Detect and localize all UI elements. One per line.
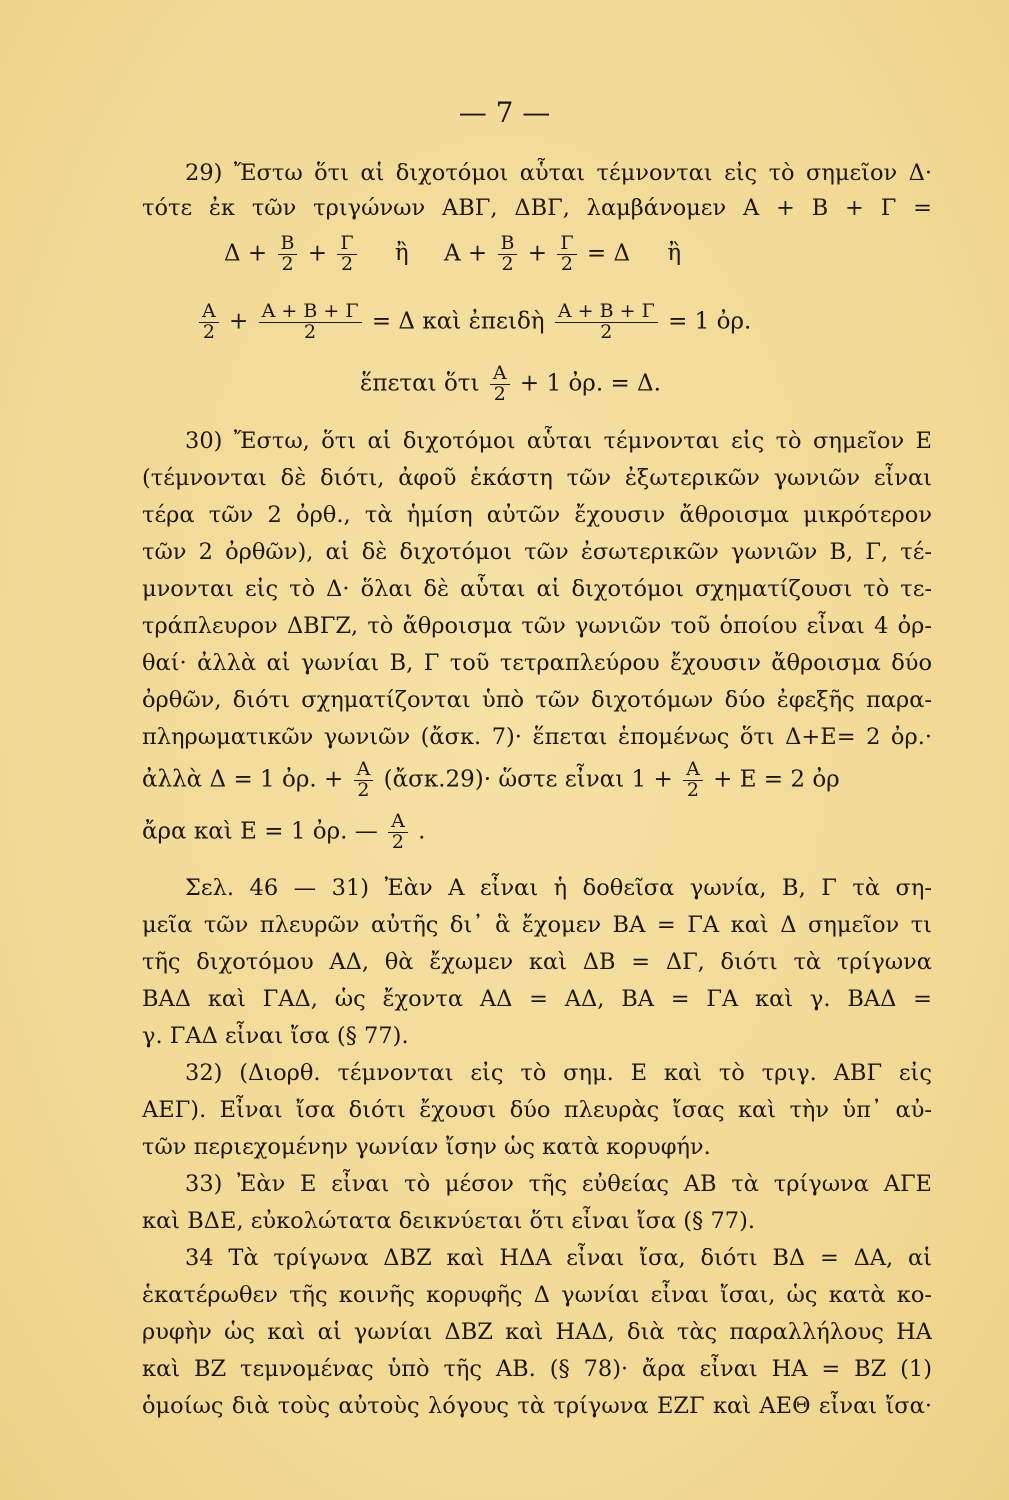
equation-4 xyxy=(142,760,840,801)
eq2-middle: = Δ καὶ ἐπειδὴ xyxy=(371,308,545,335)
exercise-30-line-7: θαί· ἀλλὰ αἱ γωνίαι Β, Γ τοῦ τετραπλεύρου ἔχουσιν ἄθροισμα δύο xyxy=(142,650,932,676)
exercise-34-line-2: ἑκατέρωθεν τῆς κοινῆς κορυφῆς Δ γωνίαι εἶναι ἴσαι, ὡς κατὰ κο- xyxy=(142,1282,932,1308)
eq1-term: Α + xyxy=(443,240,488,267)
eq2-frac-den: 2 xyxy=(304,320,317,343)
eq1-or: ἢ xyxy=(667,240,682,267)
eq4-part: ἀλλὰ Δ = 1 ὀρ. + xyxy=(142,766,344,793)
exercise-30-line-5: μνονται εἰς τὸ Δ· ὅλαι δὲ αὗται αἱ διχοτόμοι σχηματίζουσι τὸ τε- xyxy=(142,576,932,602)
eq3-frac-num: Α xyxy=(490,364,510,385)
eq2-plus: + xyxy=(229,308,249,335)
equation-5 xyxy=(142,812,425,853)
exercise-31-line-2: μεῖα τῶν πλευρῶν αὐτῆς δι᾽ ἃ ἔχομεν ΒΑ = ΓΑ καὶ Δ σημεῖον τι xyxy=(142,912,932,938)
exercise-30-line-4: τῶν 2 ὀρθῶν), αἱ δὲ διχοτόμοι τῶν ἐσωτερικῶν γωνιῶν Β, Γ, τέ- xyxy=(142,539,932,565)
eq5-frac-den: 2 xyxy=(391,830,404,853)
exercise-29-line-2: τότε ἐκ τῶν τριγώνων ΑΒΓ, ΔΒΓ, λαμβάνομεν Α + Β + Γ = xyxy=(142,195,932,221)
eq2-frac-den: 2 xyxy=(202,320,215,343)
exercise-31-line-3: τῆς διχοτόμου ΑΔ, θὰ ἔχωμεν καὶ ΔΒ = ΔΓ, διότι τὰ τρίγωνα xyxy=(142,949,932,975)
exercise-34-line-4: καὶ ΒΖ τεμνομένας ὑπὸ τῆς ΑΒ. (§ 78)· ἄρα εἶναι ΗΑ = ΒΖ (1) xyxy=(142,1356,932,1382)
exercise-34-line-5: ὁμοίως διὰ τοὺς αὐτοὺς λόγους τὰ τρίγωνα ΕΖΓ καὶ ΑΕΘ εἶναι ἴσα· xyxy=(142,1393,932,1419)
eq5-part: ἄρα καὶ Ε = 1 ὀρ. — xyxy=(142,818,378,845)
eq2-result: = 1 ὀρ. xyxy=(668,308,752,335)
exercise-32-line-3: τῶν περιεχομένην γωνίαν ἴσην ὡς κατὰ κορυφήν. xyxy=(142,1134,711,1160)
eq2-frac-num: Α + Β + Γ xyxy=(259,302,362,323)
exercise-32-line-1: 32) (Διορθ. τέμνονται εἰς τὸ σημ. Ε καὶ τὸ τριγ. ΑΒΓ εἰς xyxy=(185,1060,932,1086)
eq1-frac-num: Γ xyxy=(557,234,576,255)
eq1-frac-num: Γ xyxy=(337,234,356,255)
eq2-frac-den: 2 xyxy=(600,320,613,343)
eq4-frac-den: 2 xyxy=(357,778,370,801)
eq1-frac-den: 2 xyxy=(501,252,514,275)
exercise-31-line-5: γ. ΓΑΔ εἶναι ἴσα (§ 77). xyxy=(142,1023,409,1049)
exercise-31-line-1: Σελ. 46 — 31) Ἐὰν Α εἶναι ἡ δοθεῖσα γωνία, Β, Γ τὰ ση- xyxy=(185,875,932,901)
eq3-prefix: ἕπεται ὅτι xyxy=(360,370,480,397)
eq1-frac-num: Β xyxy=(498,234,518,255)
eq4-frac-num: Α xyxy=(683,760,703,781)
exercise-30-line-3: τέρα τῶν 2 ὀρθ., τὰ ἡμίση αὐτῶν ἔχουσιν ἄθροισμα μικρότερον xyxy=(142,502,932,528)
eq4-part: (ἄσκ.29)· ὥστε εἶναι 1 + xyxy=(383,766,673,793)
eq2-frac-num: Α + Β + Γ xyxy=(555,302,658,323)
eq4-frac-num: Α xyxy=(354,760,374,781)
exercise-30-line-8: ὀρθῶν, διότι σχηματίζονται ὑπὸ τῶν διχοτόμων δύο ἐφεξῆς παρα- xyxy=(142,687,932,713)
eq2-frac-num: Α xyxy=(199,302,219,323)
eq1-frac-num: Β xyxy=(278,234,298,255)
eq4-part: + Ε = 2 ὀρ xyxy=(713,766,840,793)
page-number: — 7 — xyxy=(458,96,551,129)
exercise-31-line-4: ΒΑΔ καὶ ΓΑΔ, ὡς ἔχοντα ΑΔ = ΑΔ, ΒΑ = ΓΑ καὶ γ. ΒΑΔ = xyxy=(142,986,932,1012)
exercise-30-line-9: πληρωματικῶν γωνιῶν (ἄσκ. 7)· ἕπεται ἑπομένως ὅτι Δ+Ε= 2 ὀρ.· xyxy=(142,724,932,750)
eq1-or: ἢ xyxy=(394,240,409,267)
exercise-33-line-2: καὶ ΒΔΕ, εὐκολώτατα δεικνύεται ὅτι εἶναι ἴσα (§ 77). xyxy=(142,1208,756,1234)
eq1-plus: + xyxy=(307,240,328,267)
eq5-part: . xyxy=(418,818,426,845)
exercise-30-line-2: (τέμνονται δὲ διότι, ἀφοῦ ἑκάστη τῶν ἐξωτερικῶν γωνιῶν εἶναι xyxy=(142,465,932,491)
exercise-32-line-2: ΑΕΓ). Εἶναι ἴσα διότι ἔχουσι δύο πλευρὰς ἴσας καὶ τὴν ὑπ᾽ αὐ- xyxy=(142,1097,932,1123)
eq3-suffix: + 1 ὀρ. = Δ. xyxy=(519,370,661,397)
eq1-frac-den: 2 xyxy=(560,252,574,275)
exercise-30-line-6: τράπλευρον ΔΒΓΖ, τὸ ἄθροισμα τῶν γωνιῶν τοῦ ὁποίου εἶναι 4 ὀρ- xyxy=(142,613,932,639)
eq3-frac-den: 2 xyxy=(493,382,506,405)
equation-1 xyxy=(224,234,681,275)
exercise-34-line-3: ρυφὴν ὡς καὶ αἱ γωνίαι ΔΒΖ καὶ ΗΑΔ, διὰ τὰς παραλλήλους ΗΑ xyxy=(142,1319,932,1345)
equation-2 xyxy=(196,302,751,343)
eq1-term: Δ + xyxy=(224,240,268,267)
exercise-33-line-1: 33) Ἐὰν Ε εἶναι τὸ μέσον τῆς εὐθείας ΑΒ τὰ τρίγωνα ΑΓΕ xyxy=(185,1171,932,1197)
exercise-34-line-1: 34 Τὰ τρίγωνα ΔΒΖ καὶ ΗΔΑ εἶναι ἴσα, διότι ΒΔ = ΔΑ, αἱ xyxy=(185,1245,932,1271)
eq1-frac-den: 2 xyxy=(281,252,294,275)
eq1-plus: + xyxy=(527,240,548,267)
eq1-result: = Δ xyxy=(586,240,631,267)
equation-3 xyxy=(360,364,661,405)
exercise-30-line-1: 30) Ἔστω, ὅτι αἱ διχοτόμοι αὗται τέμνονται εἰς τὸ σημεῖον Ε xyxy=(185,428,932,454)
eq1-frac-den: 2 xyxy=(340,252,354,275)
exercise-29-line-1: 29) Ἔστω ὅτι αἱ διχοτόμοι αὗται τέμνονται εἰς τὸ σημεῖον Δ· xyxy=(185,160,932,186)
eq5-frac-num: Α xyxy=(388,812,408,833)
eq4-frac-den: 2 xyxy=(686,778,699,801)
